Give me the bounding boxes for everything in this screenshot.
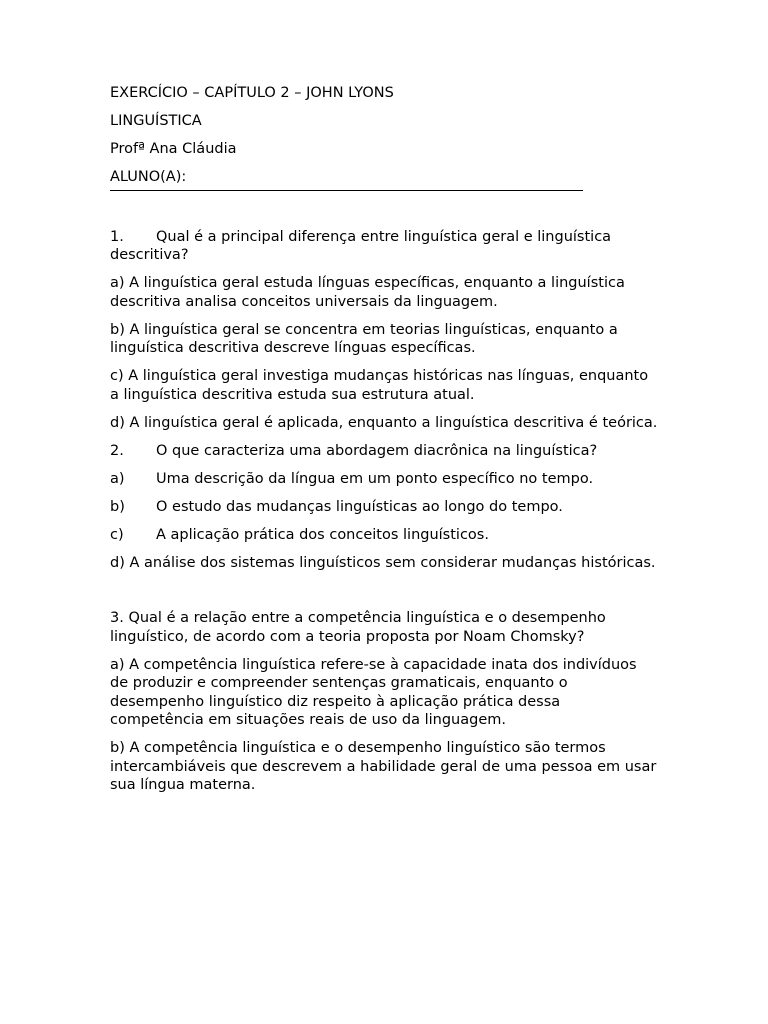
option-text: Uma descrição da língua em um ponto específico no tempo. <box>156 470 594 487</box>
question-2-option-b <box>110 498 658 517</box>
student-name-line <box>110 190 583 191</box>
option-letter: b) <box>110 498 125 515</box>
document-content <box>110 84 658 804</box>
question-1-number: 1. <box>110 228 124 245</box>
student-label: ALUNO(A): <box>110 169 187 185</box>
teacher-name: Profª Ana Cláudia <box>110 141 237 157</box>
question-1 <box>110 228 658 265</box>
question-1-text: Qual é a principal diferença entre linguística geral e linguística descritiva? <box>110 228 612 263</box>
question-2-number: 2. <box>110 442 124 459</box>
question-2-option-a <box>110 470 658 489</box>
option-letter: c) <box>110 526 124 543</box>
question-3-option-b: b) A competência linguística e o desempenho linguístico são termos intercambiáveis que descrevem a habilidade geral de uma pessoa em usar sua língua materna. <box>110 740 657 793</box>
question-3-option-a: a) A competência linguística refere-se à capacidade inata dos indivíduos de produzir e compreender sentenças gramaticais, enquanto o desempenho linguístico diz respeito à aplicação prática dessa competência em situações reais de uso da linguagem. <box>110 656 637 728</box>
exercise-title: EXERCÍCIO – CAPÍTULO 2 – JOHN LYONS <box>110 85 394 101</box>
question-2-option-c <box>110 526 658 545</box>
question-1-option-a: a) A linguística geral estuda línguas específicas, enquanto a linguística descritiva analisa conceitos universais da linguagem. <box>110 275 625 310</box>
option-letter: a) <box>110 470 125 487</box>
question-3: 3. Qual é a relação entre a competência linguística e o desempenho linguístico, de acordo com a teoria proposta por Noam Chomsky? <box>110 610 606 645</box>
question-2 <box>110 442 658 461</box>
question-2-text: O que caracteriza uma abordagem diacrônica na linguística? <box>156 442 598 459</box>
option-text: O estudo das mudanças linguísticas ao longo do tempo. <box>156 498 563 515</box>
subject-name: LINGUÍSTICA <box>110 113 202 129</box>
question-1-option-b: b) A linguística geral se concentra em teorias linguísticas, enquanto a linguística descritiva descreve línguas específicas. <box>110 321 618 356</box>
question-1-option-c: c) A linguística geral investiga mudanças históricas nas línguas, enquanto a linguística descritiva estuda sua estrutura atual. <box>110 368 649 403</box>
question-2-option-d: d) A análise dos sistemas linguísticos sem considerar mudanças históricas. <box>110 554 656 571</box>
question-1-option-d: d) A linguística geral é aplicada, enquanto a linguística descritiva é teórica. <box>110 414 658 431</box>
option-text: A aplicação prática dos conceitos linguísticos. <box>156 526 489 543</box>
